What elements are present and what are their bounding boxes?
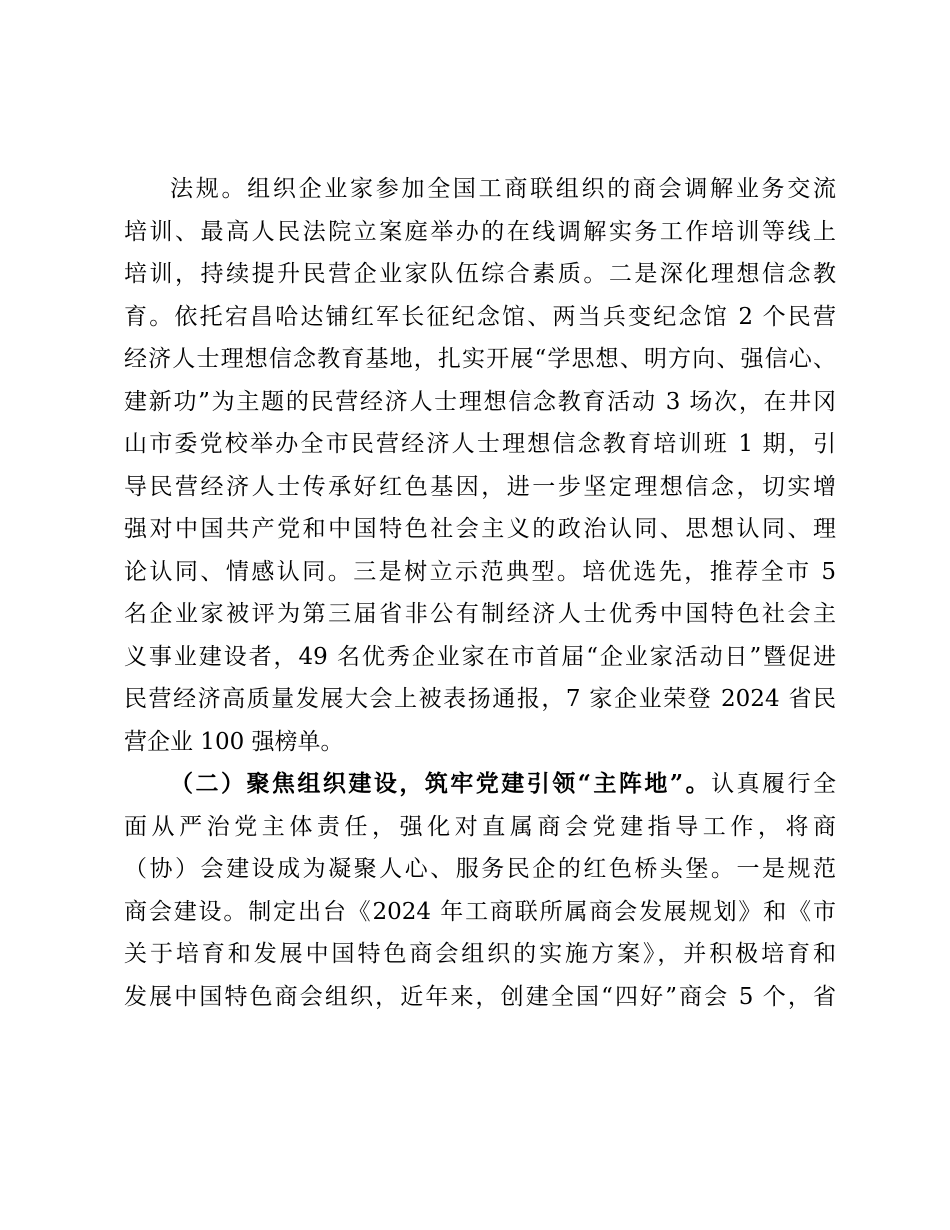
text-line: （协）会建设成为凝聚人心、服务民企的红色桥头堡。一是规范	[124, 856, 836, 882]
text-line: 导民营经济人士传承好红色基因，进一步坚定理想信念，切实增	[124, 473, 836, 500]
text-line: 法规。组织企业家参加全国工商联组织的商会调解业务交流	[170, 176, 836, 202]
text-line: 强对中国共产党和中国特色社会主义的政治认同、思想认同、理	[124, 516, 836, 542]
text-line: 面从严治党主体责任，强化对直属商会党建指导工作，将商	[124, 813, 836, 840]
text-line: 建新功”为主题的民营经济人士理想信念教育活动 3 场次，在井冈	[124, 388, 836, 415]
text-line: 论认同、情感认同。三是树立示范典型。培优选先，推荐全市 5	[124, 558, 836, 585]
text-line: 商会建设。制定出台《2024 年工商联所属商会发展规划》和《市	[124, 898, 836, 925]
text-line: 名企业家被评为第三届省非公有制经济人士优秀中国特色社会主	[124, 601, 836, 627]
text-line: 发展中国特色商会组织，近年来，创建全国“四好”商会 5 个，省	[124, 983, 836, 1010]
heading-continuation: 认真履行全	[711, 771, 836, 797]
text-line: 育。依托宕昌哈达铺红军长征纪念馆、两当兵变纪念馆 2 个民营	[124, 303, 836, 330]
document-body	[124, 168, 836, 1018]
text-line: 培训，持续提升民营企业家队伍综合素质。二是深化理想信念教	[124, 261, 836, 287]
text-line: 营企业 100 强榜单。	[124, 728, 344, 755]
paragraph-2	[124, 763, 836, 1018]
section-heading: （二）聚焦组织建设，筑牢党建引领“主阵地”。	[170, 770, 712, 797]
text-line: 关于培育和发展中国特色商会组织的实施方案》，并积极培育和	[124, 941, 836, 967]
text-line: 山市委党校举办全市民营经济人士理想信念教育培训班 1 期，引	[124, 431, 836, 457]
text-line: 经济人士理想信念教育基地，扎实开展“学思想、明方向、强信心、	[124, 346, 836, 372]
paragraph-1	[124, 168, 836, 763]
text-line: 培训、最高人民法院立案庭举办的在线调解实务工作培训等线上	[124, 218, 836, 245]
text-line: 民营经济高质量发展大会上被表扬通报，7 家企业荣登 2024 省民	[124, 686, 836, 712]
text-line: 义事业建设者，49 名优秀企业家在市首届“企业家活动日”暨促进	[124, 643, 836, 670]
text-line	[124, 763, 836, 806]
